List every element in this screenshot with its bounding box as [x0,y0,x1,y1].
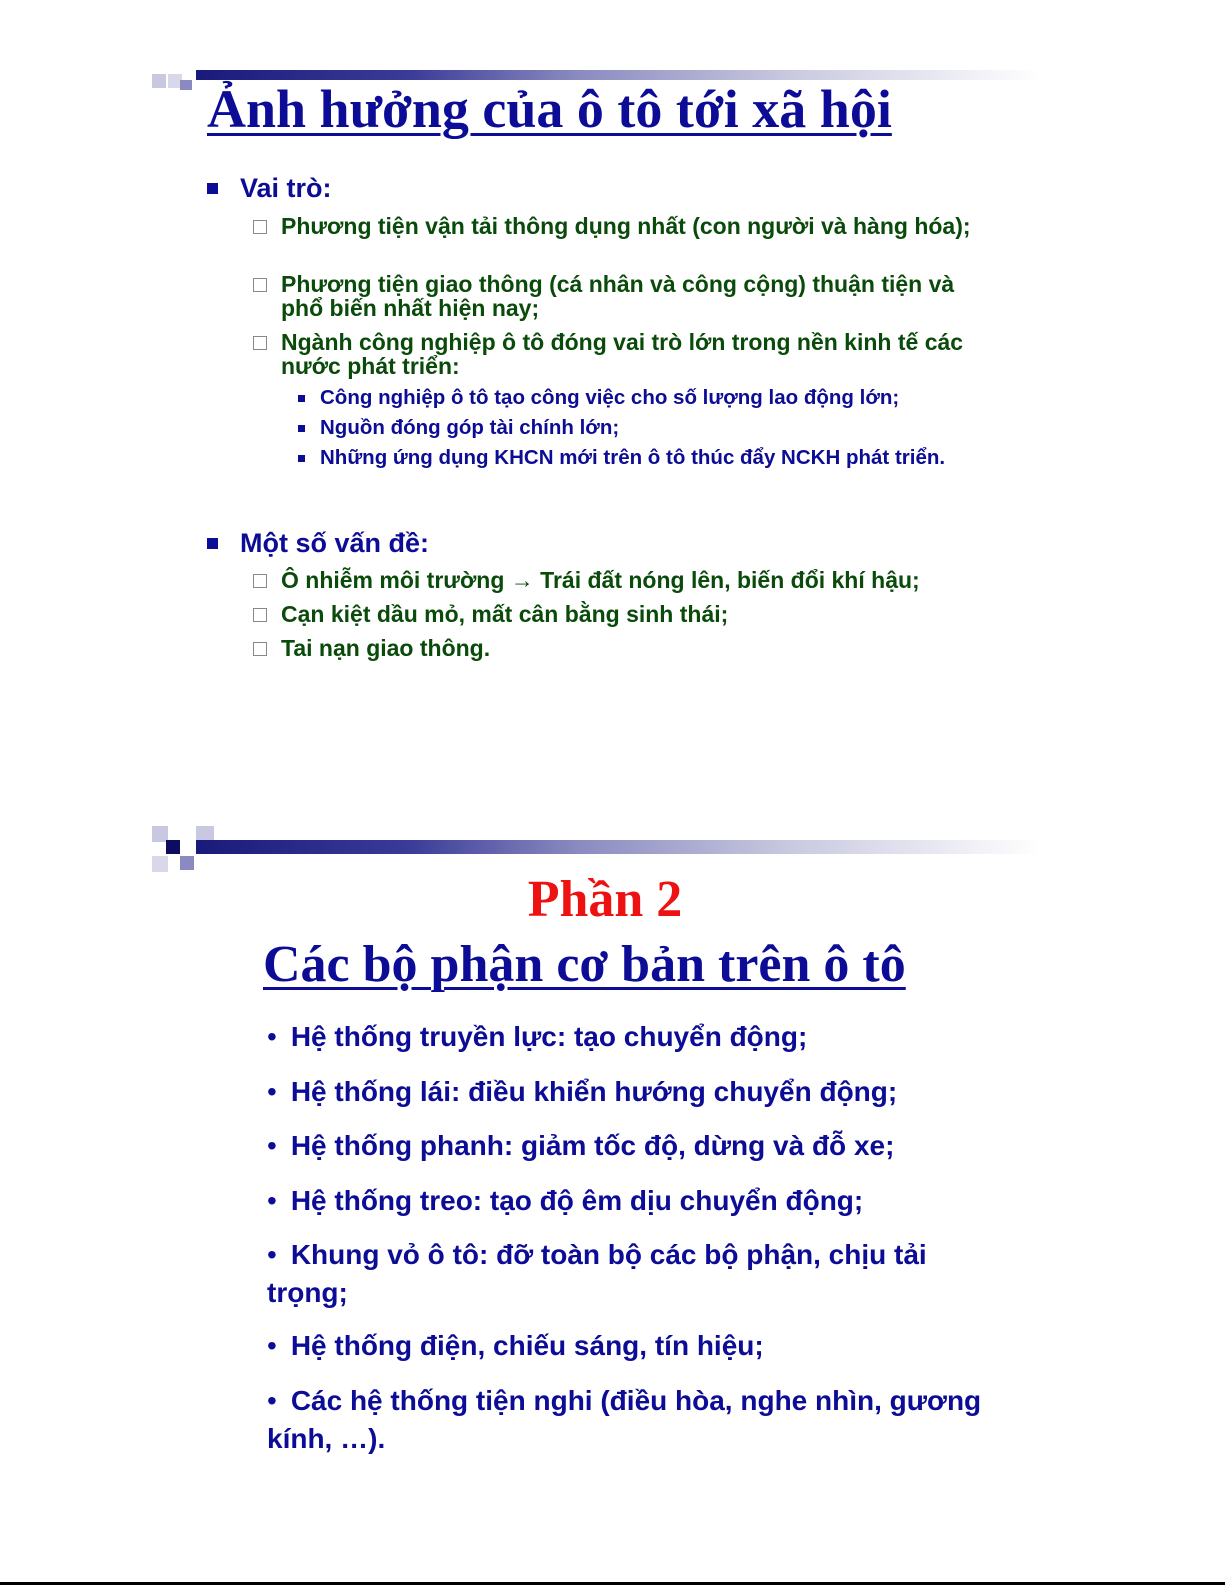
bullet-dot-icon: • [267,1130,277,1161]
list-item [253,330,998,378]
small-square-bullet-icon [298,395,305,402]
list-item-text: Ngành công nghiệp ô tô đóng vai trò lớn trong nền kinh tế các nước phát triển: [281,329,964,379]
hollow-square-bullet-icon [253,642,267,656]
list-item [253,272,998,320]
list-item [253,214,998,238]
bullet-dot-icon: • [267,1185,277,1216]
slide-2 [0,790,1225,1585]
list-item-text: Các hệ thống tiện nghi (điều hòa, nghe nhìn, gương kính, …). [267,1385,982,1454]
part-label: Phần 2 [527,871,683,928]
hollow-square-bullet-icon [253,336,267,350]
bullet-dot-icon: • [267,1385,277,1416]
section-heading-text: Một số vấn đề: [240,528,430,558]
list-item-text: Hệ thống truyền lực: tạo chuyển động; [290,1021,808,1052]
sub-list-item [298,387,988,408]
list-item [253,636,998,660]
list-item-text: Hệ thống lái: điều khiển hướng chuyển động; [290,1076,898,1107]
bullet-dot-icon: • [267,1021,277,1052]
hollow-square-bullet-icon [253,278,267,292]
list-item [267,1018,997,1056]
hollow-square-bullet-icon [253,220,267,234]
square-bullet-icon [207,538,218,549]
list-item-text: Hệ thống treo: tạo độ êm dịu chuyển động; [290,1185,864,1216]
sub-list-item-text: Công nghiệp ô tô tạo công việc cho số lượng lao động lớn; [320,386,900,409]
small-square-bullet-icon [298,425,305,432]
list-item-text: Phương tiện vận tải thông dụng nhất (con người và hàng hóa); [281,213,971,239]
list-item-text: Hệ thống điện, chiếu sáng, tín hiệu; [290,1330,764,1361]
bullet-dot-icon: • [267,1076,277,1107]
slide-1-title: Ảnh hưởng của ô tô tới xã hội [207,79,892,139]
bullet-dot-icon: • [267,1239,277,1270]
square-bullet-icon [207,183,218,194]
sub-list-item [298,417,988,438]
list-item-text: Khung vỏ ô tô: đỡ toàn bộ các bộ phận, chịu tải trọng; [267,1239,927,1308]
list-item [267,1073,997,1111]
list-item-text: Cạn kiệt dầu mỏ, mất cân bằng sinh thái; [281,601,729,627]
list-item-text: Tai nạn giao thông. [281,635,491,661]
hollow-square-bullet-icon [253,574,267,588]
bullet-dot-icon: • [267,1330,277,1361]
list-item [267,1127,997,1165]
list-item [253,568,998,592]
sub-list-item-text: Những ứng dụng KHCN mới trên ô tô thúc đẩy NCKH phát triển. [320,446,946,469]
list-item-text: Phương tiện giao thông (cá nhân và công cộng) thuận tiện và phổ biến nhất hiện nay; [281,271,955,321]
section-heading-role [207,173,332,204]
hollow-square-bullet-icon [253,608,267,622]
list-item [267,1182,997,1220]
slide-1 [0,0,1225,790]
sub-list-item-text: Nguồn đóng góp tài chính lớn; [320,416,620,439]
section-heading-text: Vai trò: [240,173,332,203]
list-item [267,1327,997,1365]
section-heading-issues [207,528,429,559]
list-item [253,602,998,626]
small-square-bullet-icon [298,455,305,462]
slide-2-title: Các bộ phận cơ bản trên ô tô [263,936,906,993]
list-item [267,1382,997,1458]
list-item [267,1236,997,1312]
list-item-text: Ô nhiễm môi trường → Trái đất nóng lên, biến đổi khí hậu; [281,567,920,593]
sub-list-item [298,447,988,468]
list-item-text: Hệ thống phanh: giảm tốc độ, dừng và đỗ xe; [290,1130,895,1161]
